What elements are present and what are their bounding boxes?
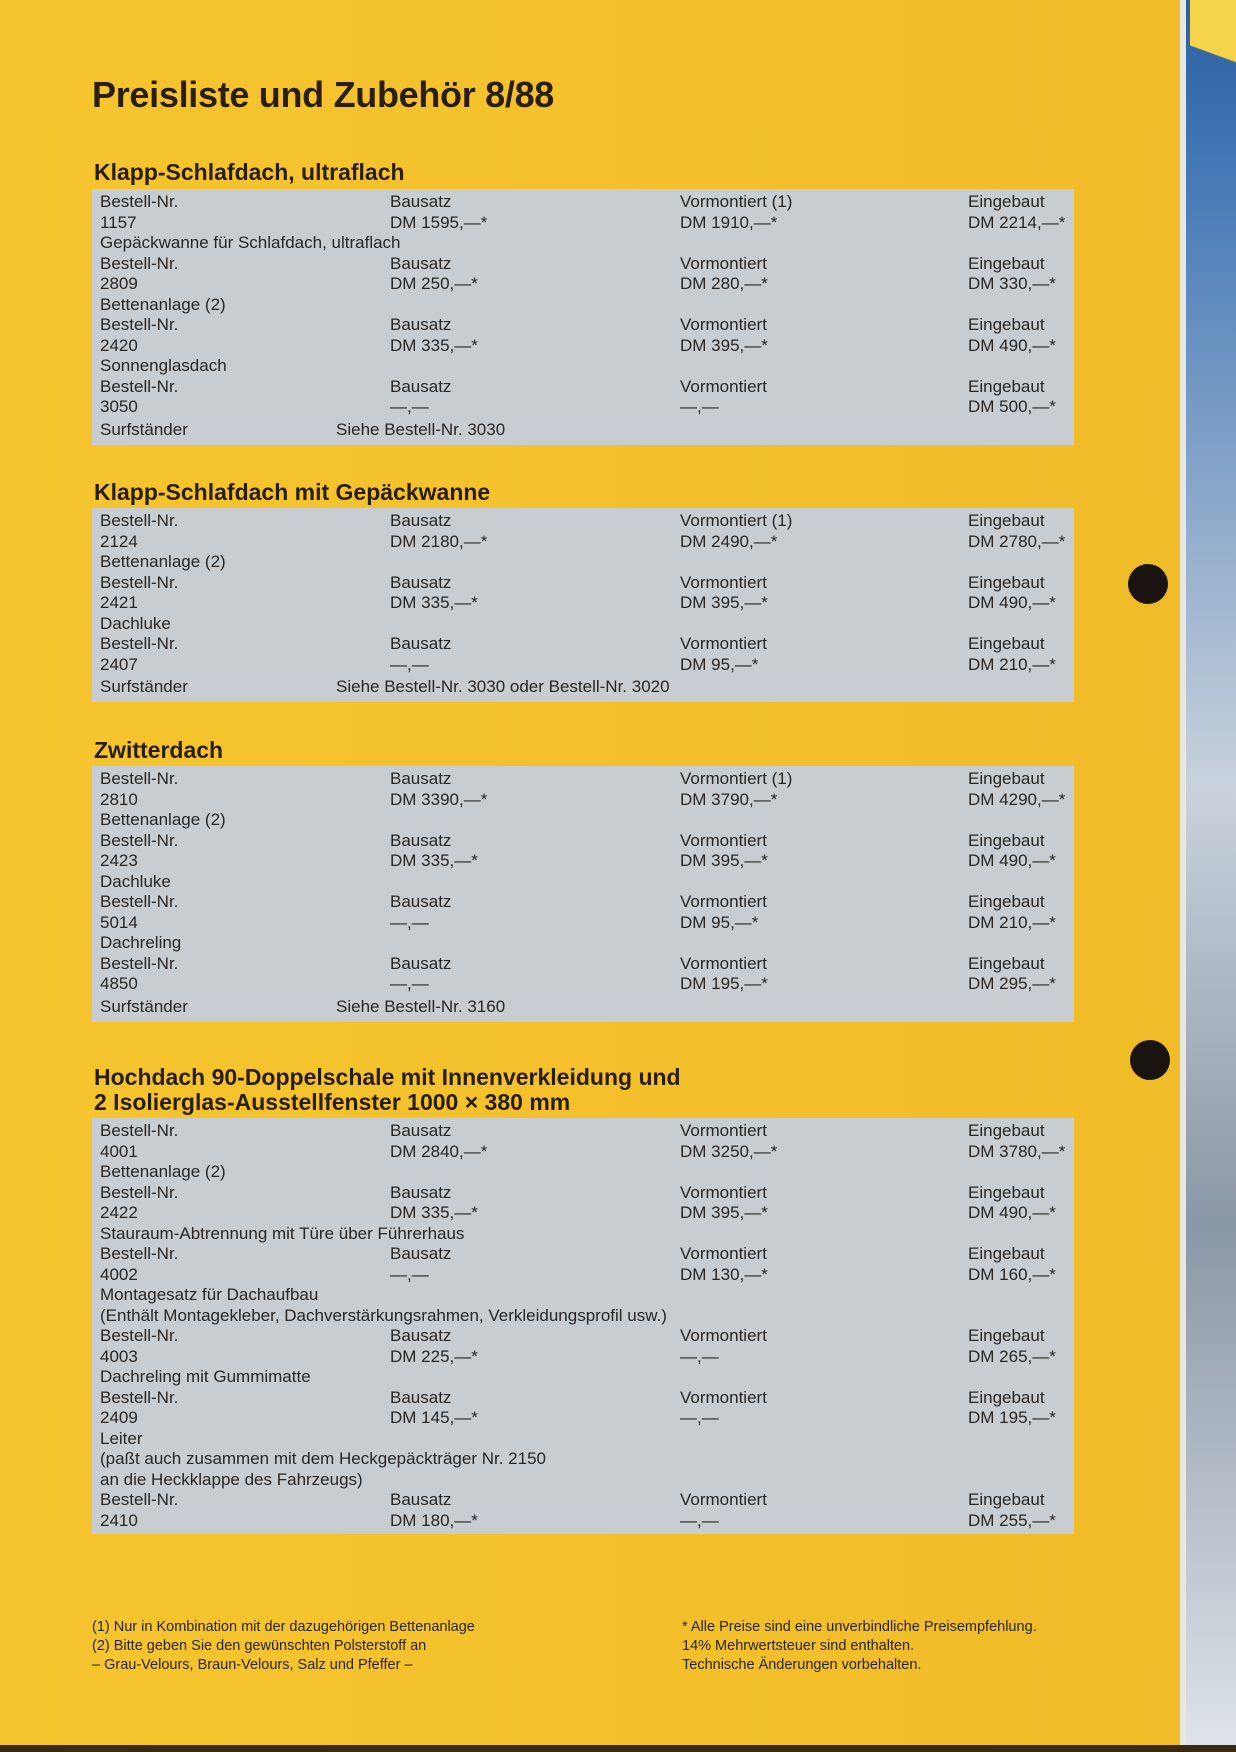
table-row [92, 1265, 1074, 1286]
adjacent-page-yellow-corner [1190, 0, 1236, 120]
installed-price-cell: DM 2214,—* [968, 212, 1066, 232]
installed-price-cell: DM 255,—* [968, 1510, 1056, 1530]
surf-stand-label: Surfständer [100, 677, 188, 696]
installed-price-cell: DM 295,—* [968, 974, 1056, 993]
installed-price-cell: Eingebaut [968, 1182, 1045, 1202]
surf-stand-row [92, 995, 1074, 1019]
item-cell: Dachluke [100, 613, 171, 633]
item-cell: 2422 [100, 1203, 138, 1222]
premounted-price-cell: Vormontiert [680, 892, 767, 911]
section-title-line-2: 2 Isolierglas-Ausstellfenster 1000 × 380 mm [94, 1089, 571, 1115]
table-row [92, 614, 1074, 635]
kit-price-cell: DM 335,—* [390, 851, 478, 870]
item-cell: Bestell-Nr. [100, 634, 179, 653]
table-row [92, 831, 1074, 852]
item-cell: 2124 [100, 531, 138, 551]
item-cell: an die Heckklappe des Fahrzeugs) [100, 1469, 363, 1489]
item-cell: Dachluke [100, 871, 171, 891]
installed-price-cell: Eingebaut [968, 769, 1045, 788]
premounted-price-cell: Vormontiert [680, 953, 767, 973]
price-table [92, 1118, 1074, 1534]
kit-price-cell: —,— [390, 654, 429, 674]
table-row [92, 1367, 1074, 1388]
page-gutter [1180, 0, 1186, 1752]
installed-price-cell: Eingebaut [968, 1326, 1045, 1345]
price-note: * Alle Preise sind eine unverbindliche Preisempfehlung. [682, 1619, 1037, 1635]
table-row [92, 655, 1074, 676]
item-cell: (paßt auch zusammen mit dem Heckgepäckträger Nr. 2150 [100, 1449, 546, 1468]
installed-price-cell: DM 490,—* [968, 593, 1056, 612]
premounted-price-cell: Vormontiert [680, 1387, 767, 1407]
table-row [92, 933, 1074, 954]
kit-price-cell: Bausatz [390, 192, 452, 211]
item-cell: 1157 [100, 212, 137, 232]
table-row [92, 1285, 1074, 1306]
installed-price-cell: Eingebaut [968, 953, 1045, 973]
item-cell: Sonnenglasdach [100, 356, 227, 375]
premounted-price-cell: —,— [680, 397, 719, 416]
item-cell: Bestell-Nr. [100, 1121, 179, 1140]
premounted-price-cell: Vormontiert [680, 1326, 767, 1345]
bottom-edge [0, 1745, 1236, 1752]
kit-price-cell: DM 3390,—* [390, 789, 488, 809]
table-row [92, 336, 1074, 357]
table-row [92, 1142, 1074, 1163]
table-row [92, 769, 1074, 790]
item-cell: 4003 [100, 1346, 138, 1366]
kit-price-cell: DM 335,—* [390, 335, 478, 355]
premounted-price-cell: Vormontiert [680, 1490, 767, 1509]
installed-price-cell: DM 490,—* [968, 1203, 1056, 1222]
premounted-price-cell: DM 2490,—* [680, 531, 778, 551]
item-cell: Bestell-Nr. [100, 572, 179, 592]
item-cell: Bestell-Nr. [100, 1244, 179, 1263]
table-padding [92, 699, 1074, 702]
item-cell: Stauraum-Abtrennung mit Türe über Führerhaus [100, 1223, 465, 1243]
premounted-price-cell: —,— [680, 1408, 719, 1427]
table-row [92, 213, 1074, 234]
premounted-price-cell: DM 95,—* [680, 654, 759, 674]
table-row [92, 315, 1074, 336]
item-cell: 2407 [100, 654, 138, 674]
binder-hole-upper [1128, 564, 1168, 604]
table-row [92, 892, 1074, 913]
section-title: Hochdach 90-Doppelschale mit Innenverkleidung und [94, 1064, 681, 1090]
kit-price-cell: DM 2840,—* [390, 1141, 488, 1161]
premounted-price-cell: Vormontiert [680, 830, 767, 850]
item-cell: Leiter [100, 1428, 143, 1448]
kit-price-cell: —,— [390, 912, 429, 932]
kit-price-cell: Bausatz [390, 1121, 452, 1140]
item-cell: 2810 [100, 789, 138, 809]
price-table [92, 766, 1074, 1022]
premounted-price-cell: DM 1910,—* [680, 212, 778, 232]
installed-price-cell: Eingebaut [968, 1244, 1045, 1263]
section-title: Klapp-Schlafdach, ultraflach [94, 159, 405, 185]
table-row [92, 532, 1074, 553]
premounted-price-cell: DM 130,—* [680, 1264, 768, 1284]
page-title: Preisliste und Zubehör 8/88 [92, 74, 555, 115]
price-table [92, 508, 1074, 702]
table-row [92, 1429, 1074, 1450]
kit-price-cell: —,— [390, 397, 429, 416]
item-cell: Bestell-Nr. [100, 376, 179, 396]
kit-price-cell: DM 335,—* [390, 1203, 478, 1222]
premounted-price-cell: Vormontiert (1) [680, 192, 793, 211]
item-cell: Bestell-Nr. [100, 1182, 179, 1202]
table-row [92, 913, 1074, 934]
surf-stand-row [92, 675, 1074, 699]
item-cell: Montagesatz für Dachaufbau [100, 1285, 319, 1304]
kit-price-cell: —,— [390, 1264, 429, 1284]
premounted-price-cell: Vormontiert [680, 572, 767, 592]
item-cell: Bettenanlage (2) [100, 552, 226, 571]
item-cell: Bestell-Nr. [100, 953, 179, 973]
installed-price-cell: Eingebaut [968, 572, 1045, 592]
item-cell: 4001 [100, 1141, 138, 1161]
kit-price-cell: Bausatz [390, 830, 452, 850]
section-title: Zwitterdach [94, 737, 224, 763]
kit-price-cell: Bausatz [390, 511, 452, 530]
table-row [92, 254, 1074, 275]
item-cell: Dachreling [100, 933, 182, 952]
premounted-price-cell: DM 395,—* [680, 1203, 768, 1222]
installed-price-cell: DM 490,—* [968, 335, 1056, 355]
table-row [92, 954, 1074, 975]
table-row [92, 810, 1074, 831]
premounted-price-cell: DM 280,—* [680, 274, 768, 293]
surf-stand-label: Surfständer [100, 996, 188, 1016]
premounted-price-cell: Vormontiert [680, 1121, 767, 1140]
item-cell: Bestell-Nr. [100, 830, 179, 850]
table-row [92, 397, 1074, 418]
surf-stand-reference: Siehe Bestell-Nr. 3030 oder Bestell-Nr. 3020 [336, 677, 670, 696]
installed-price-cell: DM 500,—* [968, 397, 1056, 416]
footnote-1: (1) Nur in Kombination mit der dazugehörigen Bettenanlage [92, 1619, 475, 1635]
surf-stand-row [92, 418, 1074, 442]
kit-price-cell: DM 250,—* [390, 274, 478, 293]
kit-price-cell: —,— [390, 974, 429, 993]
installed-price-cell: Eingebaut [968, 1121, 1045, 1140]
table-row [92, 1224, 1074, 1245]
kit-price-cell: DM 145,—* [390, 1408, 478, 1427]
installed-price-cell: Eingebaut [968, 376, 1045, 396]
surf-stand-reference: Siehe Bestell-Nr. 3030 [336, 419, 506, 439]
kit-price-cell: Bausatz [390, 253, 452, 273]
installed-price-cell: DM 160,—* [968, 1264, 1056, 1284]
item-cell: 5014 [100, 912, 138, 932]
surf-stand-label: Surfständer [100, 419, 188, 439]
item-cell: Dachreling mit Gummimatte [100, 1367, 311, 1386]
installed-price-cell: Eingebaut [968, 315, 1045, 334]
changes-note: Technische Änderungen vorbehalten. [682, 1657, 922, 1673]
installed-price-cell: Eingebaut [968, 511, 1045, 530]
item-cell: Bestell-Nr. [100, 511, 179, 530]
kit-price-cell: Bausatz [390, 953, 452, 973]
installed-price-cell: DM 195,—* [968, 1408, 1056, 1427]
premounted-price-cell: DM 3250,—* [680, 1141, 778, 1161]
installed-price-cell: Eingebaut [968, 830, 1045, 850]
installed-price-cell: DM 330,—* [968, 274, 1056, 293]
kit-price-cell: DM 180,—* [390, 1510, 478, 1530]
item-cell: 4002 [100, 1264, 138, 1284]
table-row [92, 1162, 1074, 1183]
item-cell: 2409 [100, 1408, 138, 1427]
kit-price-cell: Bausatz [390, 376, 452, 396]
table-row [92, 1449, 1074, 1470]
footnotes-left [92, 1618, 475, 1675]
installed-price-cell: DM 265,—* [968, 1346, 1056, 1366]
table-row [92, 1121, 1074, 1142]
vat-note: 14% Mehrwertsteuer sind enthalten. [682, 1638, 915, 1654]
kit-price-cell: Bausatz [390, 1387, 452, 1407]
item-cell: 2420 [100, 335, 138, 355]
item-cell: 2423 [100, 851, 138, 870]
item-cell: Bestell-Nr. [100, 1326, 179, 1345]
premounted-price-cell: DM 395,—* [680, 593, 768, 612]
item-cell: Bettenanlage (2) [100, 294, 226, 314]
installed-price-cell: DM 3780,—* [968, 1141, 1066, 1161]
installed-price-cell: Eingebaut [968, 253, 1045, 273]
adjacent-page-photo [1180, 0, 1236, 1752]
installed-price-cell: DM 210,—* [968, 912, 1056, 932]
table-row [92, 1388, 1074, 1409]
item-cell: Bestell-Nr. [100, 769, 179, 788]
item-cell: Bestell-Nr. [100, 892, 179, 911]
kit-price-cell: Bausatz [390, 1244, 452, 1263]
item-cell: 2421 [100, 593, 138, 612]
installed-price-cell: Eingebaut [968, 1490, 1045, 1509]
premounted-price-cell: Vormontiert [680, 634, 767, 653]
item-cell: Bestell-Nr. [100, 1387, 179, 1407]
premounted-price-cell: DM 395,—* [680, 335, 768, 355]
price-table [92, 189, 1074, 445]
table-row [92, 233, 1074, 254]
table-padding [92, 1531, 1074, 1534]
item-cell: 2809 [100, 274, 138, 293]
table-row [92, 274, 1074, 295]
premounted-price-cell: —,— [680, 1510, 719, 1530]
kit-price-cell: DM 225,—* [390, 1346, 478, 1366]
premounted-price-cell: Vormontiert [680, 376, 767, 396]
table-row [92, 1511, 1074, 1532]
item-cell: Bestell-Nr. [100, 1490, 179, 1509]
installed-price-cell: Eingebaut [968, 1387, 1045, 1407]
kit-price-cell: Bausatz [390, 572, 452, 592]
kit-price-cell: DM 2180,—* [390, 531, 488, 551]
premounted-price-cell: Vormontiert [680, 1244, 767, 1263]
surf-stand-reference: Siehe Bestell-Nr. 3160 [336, 996, 506, 1016]
table-row [92, 552, 1074, 573]
item-cell: Bettenanlage (2) [100, 810, 226, 829]
kit-price-cell: DM 1595,—* [390, 212, 488, 232]
installed-price-cell: DM 2780,—* [968, 531, 1066, 551]
table-row [92, 790, 1074, 811]
table-row [92, 192, 1074, 213]
kit-price-cell: Bausatz [390, 634, 452, 653]
kit-price-cell: Bausatz [390, 1326, 452, 1345]
item-cell: 3050 [100, 397, 138, 416]
table-row [92, 872, 1074, 893]
kit-price-cell: Bausatz [390, 315, 452, 334]
table-row [92, 377, 1074, 398]
table-row [92, 1203, 1074, 1224]
table-row [92, 1183, 1074, 1204]
table-row [92, 1326, 1074, 1347]
table-row [92, 851, 1074, 872]
table-row [92, 634, 1074, 655]
installed-price-cell: DM 4290,—* [968, 789, 1066, 809]
item-cell: (Enthält Montagekleber, Dachverstärkungsrahmen, Verkleidungsprofil usw.) [100, 1305, 667, 1325]
table-row [92, 356, 1074, 377]
table-row [92, 295, 1074, 316]
premounted-price-cell: Vormontiert [680, 253, 767, 273]
table-padding [92, 442, 1074, 445]
installed-price-cell: DM 210,—* [968, 654, 1056, 674]
premounted-price-cell: DM 195,—* [680, 974, 768, 993]
table-row [92, 1347, 1074, 1368]
item-cell: Bettenanlage (2) [100, 1162, 226, 1181]
footnotes-right [682, 1618, 1037, 1675]
premounted-price-cell: DM 395,—* [680, 851, 768, 870]
premounted-price-cell: Vormontiert (1) [680, 769, 793, 788]
table-row [92, 974, 1074, 995]
item-cell: Bestell-Nr. [100, 315, 179, 334]
table-row [92, 1470, 1074, 1491]
item-cell: Bestell-Nr. [100, 192, 179, 211]
premounted-price-cell: —,— [680, 1346, 719, 1366]
installed-price-cell: DM 490,—* [968, 851, 1056, 870]
premounted-price-cell: DM 95,—* [680, 912, 759, 932]
item-cell: Bestell-Nr. [100, 253, 179, 273]
table-row [92, 1408, 1074, 1429]
table-row [92, 1244, 1074, 1265]
kit-price-cell: DM 335,—* [390, 593, 478, 612]
kit-price-cell: Bausatz [390, 769, 452, 788]
table-row [92, 593, 1074, 614]
section-title: Klapp-Schlafdach mit Gepäckwanne [94, 479, 491, 505]
item-cell: 4850 [100, 974, 138, 993]
item-cell: Gepäckwanne für Schlafdach, ultraflach [100, 233, 401, 252]
premounted-price-cell: Vormontiert [680, 315, 767, 334]
installed-price-cell: Eingebaut [968, 634, 1045, 653]
binder-hole-lower [1130, 1040, 1170, 1080]
installed-price-cell: Eingebaut [968, 892, 1045, 911]
installed-price-cell: Eingebaut [968, 192, 1045, 211]
table-row [92, 1306, 1074, 1327]
premounted-price-cell: Vormontiert [680, 1182, 767, 1202]
item-cell: 2410 [100, 1510, 138, 1530]
kit-price-cell: Bausatz [390, 892, 452, 911]
table-row [92, 573, 1074, 594]
table-row [92, 1490, 1074, 1511]
premounted-price-cell: Vormontiert (1) [680, 511, 793, 530]
kit-price-cell: Bausatz [390, 1182, 452, 1202]
footnote-2-options: – Grau-Velours, Braun-Velours, Salz und Pfeffer – [92, 1657, 413, 1673]
premounted-price-cell: DM 3790,—* [680, 789, 778, 809]
table-padding [92, 1019, 1074, 1022]
table-row [92, 511, 1074, 532]
footnote-2: (2) Bitte geben Sie den gewünschten Polsterstoff an [92, 1638, 427, 1654]
kit-price-cell: Bausatz [390, 1490, 452, 1509]
